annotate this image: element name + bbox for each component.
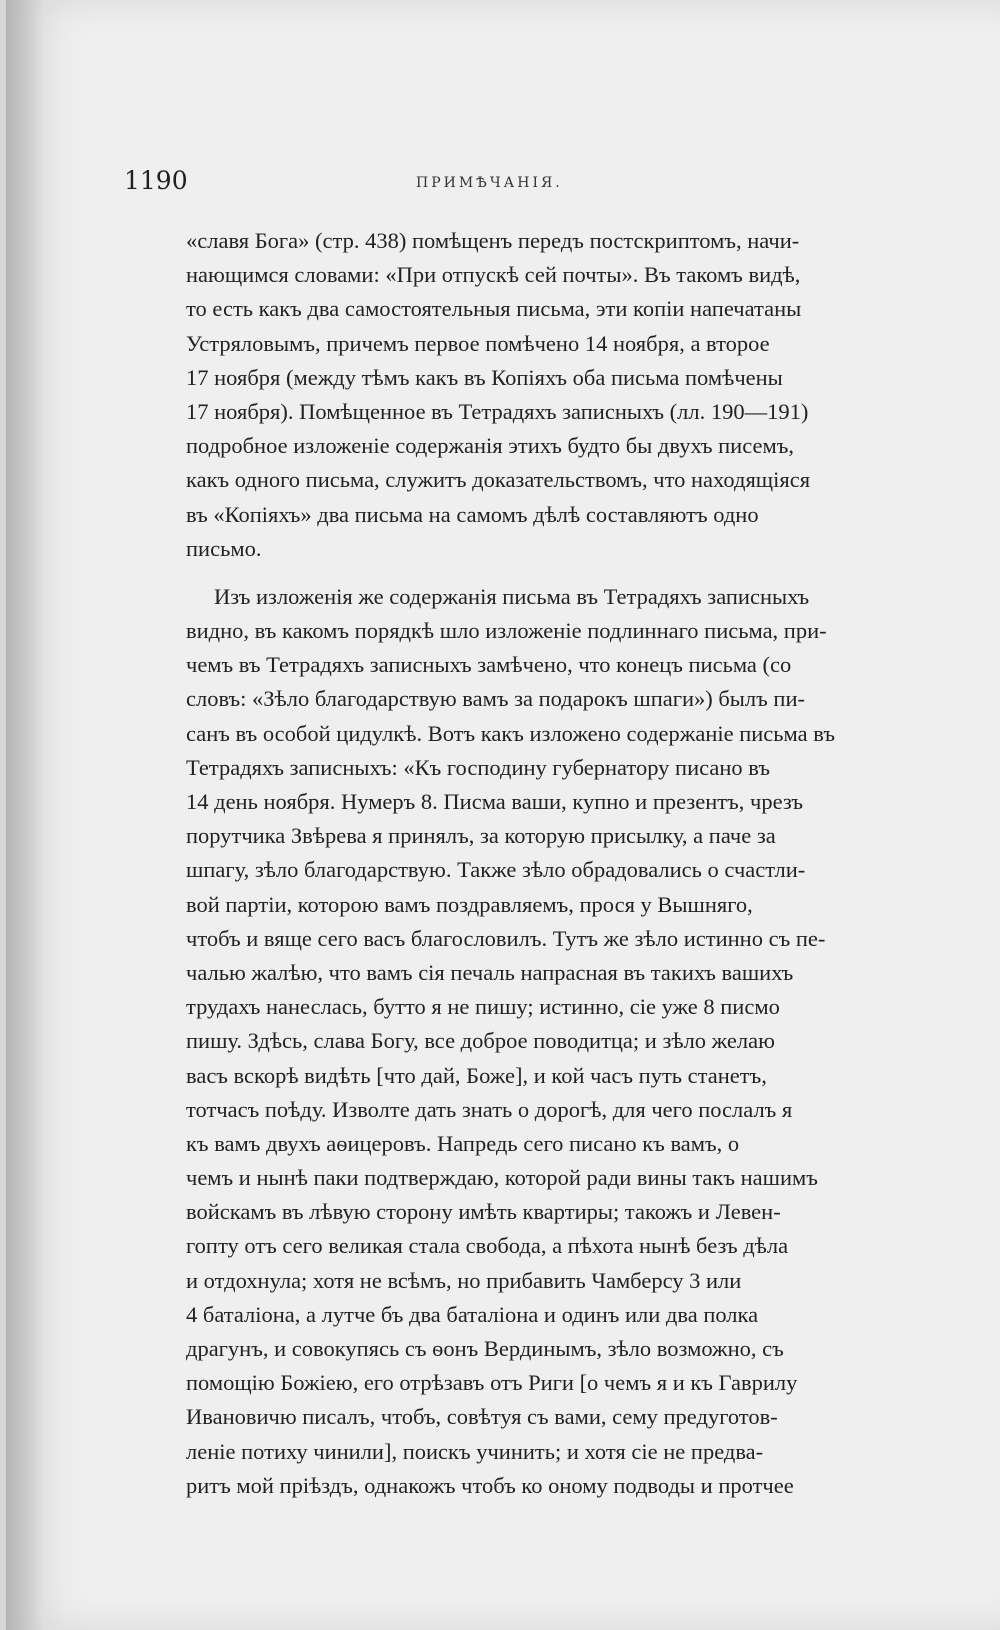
text-line: то есть какъ два самостоятельныя письма, эти копіи напечатаны <box>186 296 802 322</box>
paragraph-2 <box>186 580 886 1503</box>
text-line: Изъ изложенія же содержанія письма въ Тетрадяхъ записныхъ <box>214 583 810 609</box>
text-line: пишу. Здѣсь, слава Богу, все доброе поводитца; и зѣло желаю <box>186 1028 775 1054</box>
text-line: ритъ мой пріѣздъ, однакожъ чтобъ ко оному подводы и протчее <box>186 1472 794 1498</box>
text-line: какъ одного письма, служитъ доказательствомъ, что находящіяся <box>186 467 811 493</box>
text-line: санъ въ особой цидулкѣ. Вотъ какъ изложено содержаніе письма въ <box>186 720 835 746</box>
text-line: видно, въ какомъ порядкѣ шло изложеніе подлиннаго письма, при- <box>186 618 827 644</box>
text-line: въ «Копіяхъ» два письма на самомъ дѣлѣ составляютъ одно <box>186 501 759 527</box>
text-line: письмо. <box>186 535 262 561</box>
text-line: вой партіи, которою вамъ поздравляемъ, прося у Вышняго, <box>186 891 753 917</box>
text-line: нающимся словами: «При отпускѣ сей почты». Въ такомъ видѣ, <box>186 262 801 288</box>
text-line: 17 ноября (между тѣмъ какъ въ Копіяхъ оба письма помѣчены <box>186 364 783 390</box>
text-line: Тетрадяхъ записныхъ: «Къ господину губернатору писано въ <box>186 754 770 780</box>
text-line: къ вамъ двухъ аѳицеровъ. Напредь сего писано къ вамъ, о <box>186 1130 740 1156</box>
text-line: подробное изложеніе содержанія этихъ будто бы двухъ писемъ, <box>186 433 794 459</box>
text-line: чалью жалѣю, что вамъ сія печаль напрасная въ такихъ вашихъ <box>186 959 794 985</box>
text-line: васъ вскорѣ видѣть [что дай, Боже], и кой часъ путь станетъ, <box>186 1062 767 1088</box>
text-line: тотчасъ поѣду. Изволте дать знать о дорогѣ, для чего послалъ я <box>186 1096 793 1122</box>
paragraph-1 <box>186 224 886 566</box>
text-line: чемъ и нынѣ паки подтверждаю, которой ради вины такъ нашимъ <box>186 1165 818 1191</box>
text-line: 4 баталіона, а лутче бъ два баталіона и одинъ или два полка <box>186 1301 759 1327</box>
text-line: чтобъ и вяще сего васъ благословилъ. Тутъ же зѣло истинно съ пе- <box>186 925 826 951</box>
text-line: «славя Бога» (стр. 438) помѣщенъ передъ постскриптомъ, начи- <box>186 228 800 253</box>
text-line: шпагу, зѣло благодарствую. Также зѣло обрадовались о счастли- <box>186 857 806 883</box>
text-line: драгунъ, и совокупясь съ ѳонъ Вердинымъ, зѣло возможно, съ <box>186 1336 784 1361</box>
body-text <box>186 224 886 1503</box>
running-head: ПРИМѢЧАНІЯ. <box>416 175 563 191</box>
text-line: леніе потиху чинили], поискъ учинить; и хотя сіе не предва- <box>186 1438 764 1464</box>
text-line: трудахъ нанеслась, бутто я не пишу; истинно, сіе уже 8 писмо <box>186 994 780 1020</box>
text-line: чемъ въ Тетрадяхъ записныхъ замѣчено, что конецъ письма (со <box>186 652 792 678</box>
text-line: 17 ноября). Помѣщенное въ Тетрадяхъ записныхъ (лл. 190—191) <box>186 398 809 424</box>
paragraph-break <box>186 566 886 580</box>
page-header <box>116 166 976 206</box>
gutter-shadow <box>6 0 44 1630</box>
text-line: порутчика Звѣрева я принялъ, за которую присылку, а паче за <box>186 823 776 849</box>
text-line: и отдохнула; хотя не всѣмъ, но прибавить Чамберсу 3 или <box>186 1267 742 1293</box>
page-number: 1190 <box>124 166 188 195</box>
text-line: войскамъ въ лѣвую сторону имѣть квартиры; такожъ и Левен- <box>186 1199 781 1225</box>
text-line: Устряловымъ, причемъ первое помѣчено 14 ноября, а второе <box>186 330 770 356</box>
text-line: помощію Божіею, его отрѣзавъ отъ Риги [о чемъ я и къ Гаврилу <box>186 1370 798 1396</box>
text-line: гопту отъ сего великая стала свобода, а пѣхота нынѣ безъ дѣла <box>186 1233 789 1259</box>
text-line: Ивановичю писалъ, чтобъ, совѣтуя съ вами, сему предуготов- <box>186 1404 778 1430</box>
text-line: словъ: «Зѣло благодарствую вамъ за подарокъ шпаги») былъ пи- <box>186 686 805 712</box>
text-line: 14 день ноября. Нумеръ 8. Писма ваши, купно и презентъ, чрезъ <box>186 789 803 814</box>
